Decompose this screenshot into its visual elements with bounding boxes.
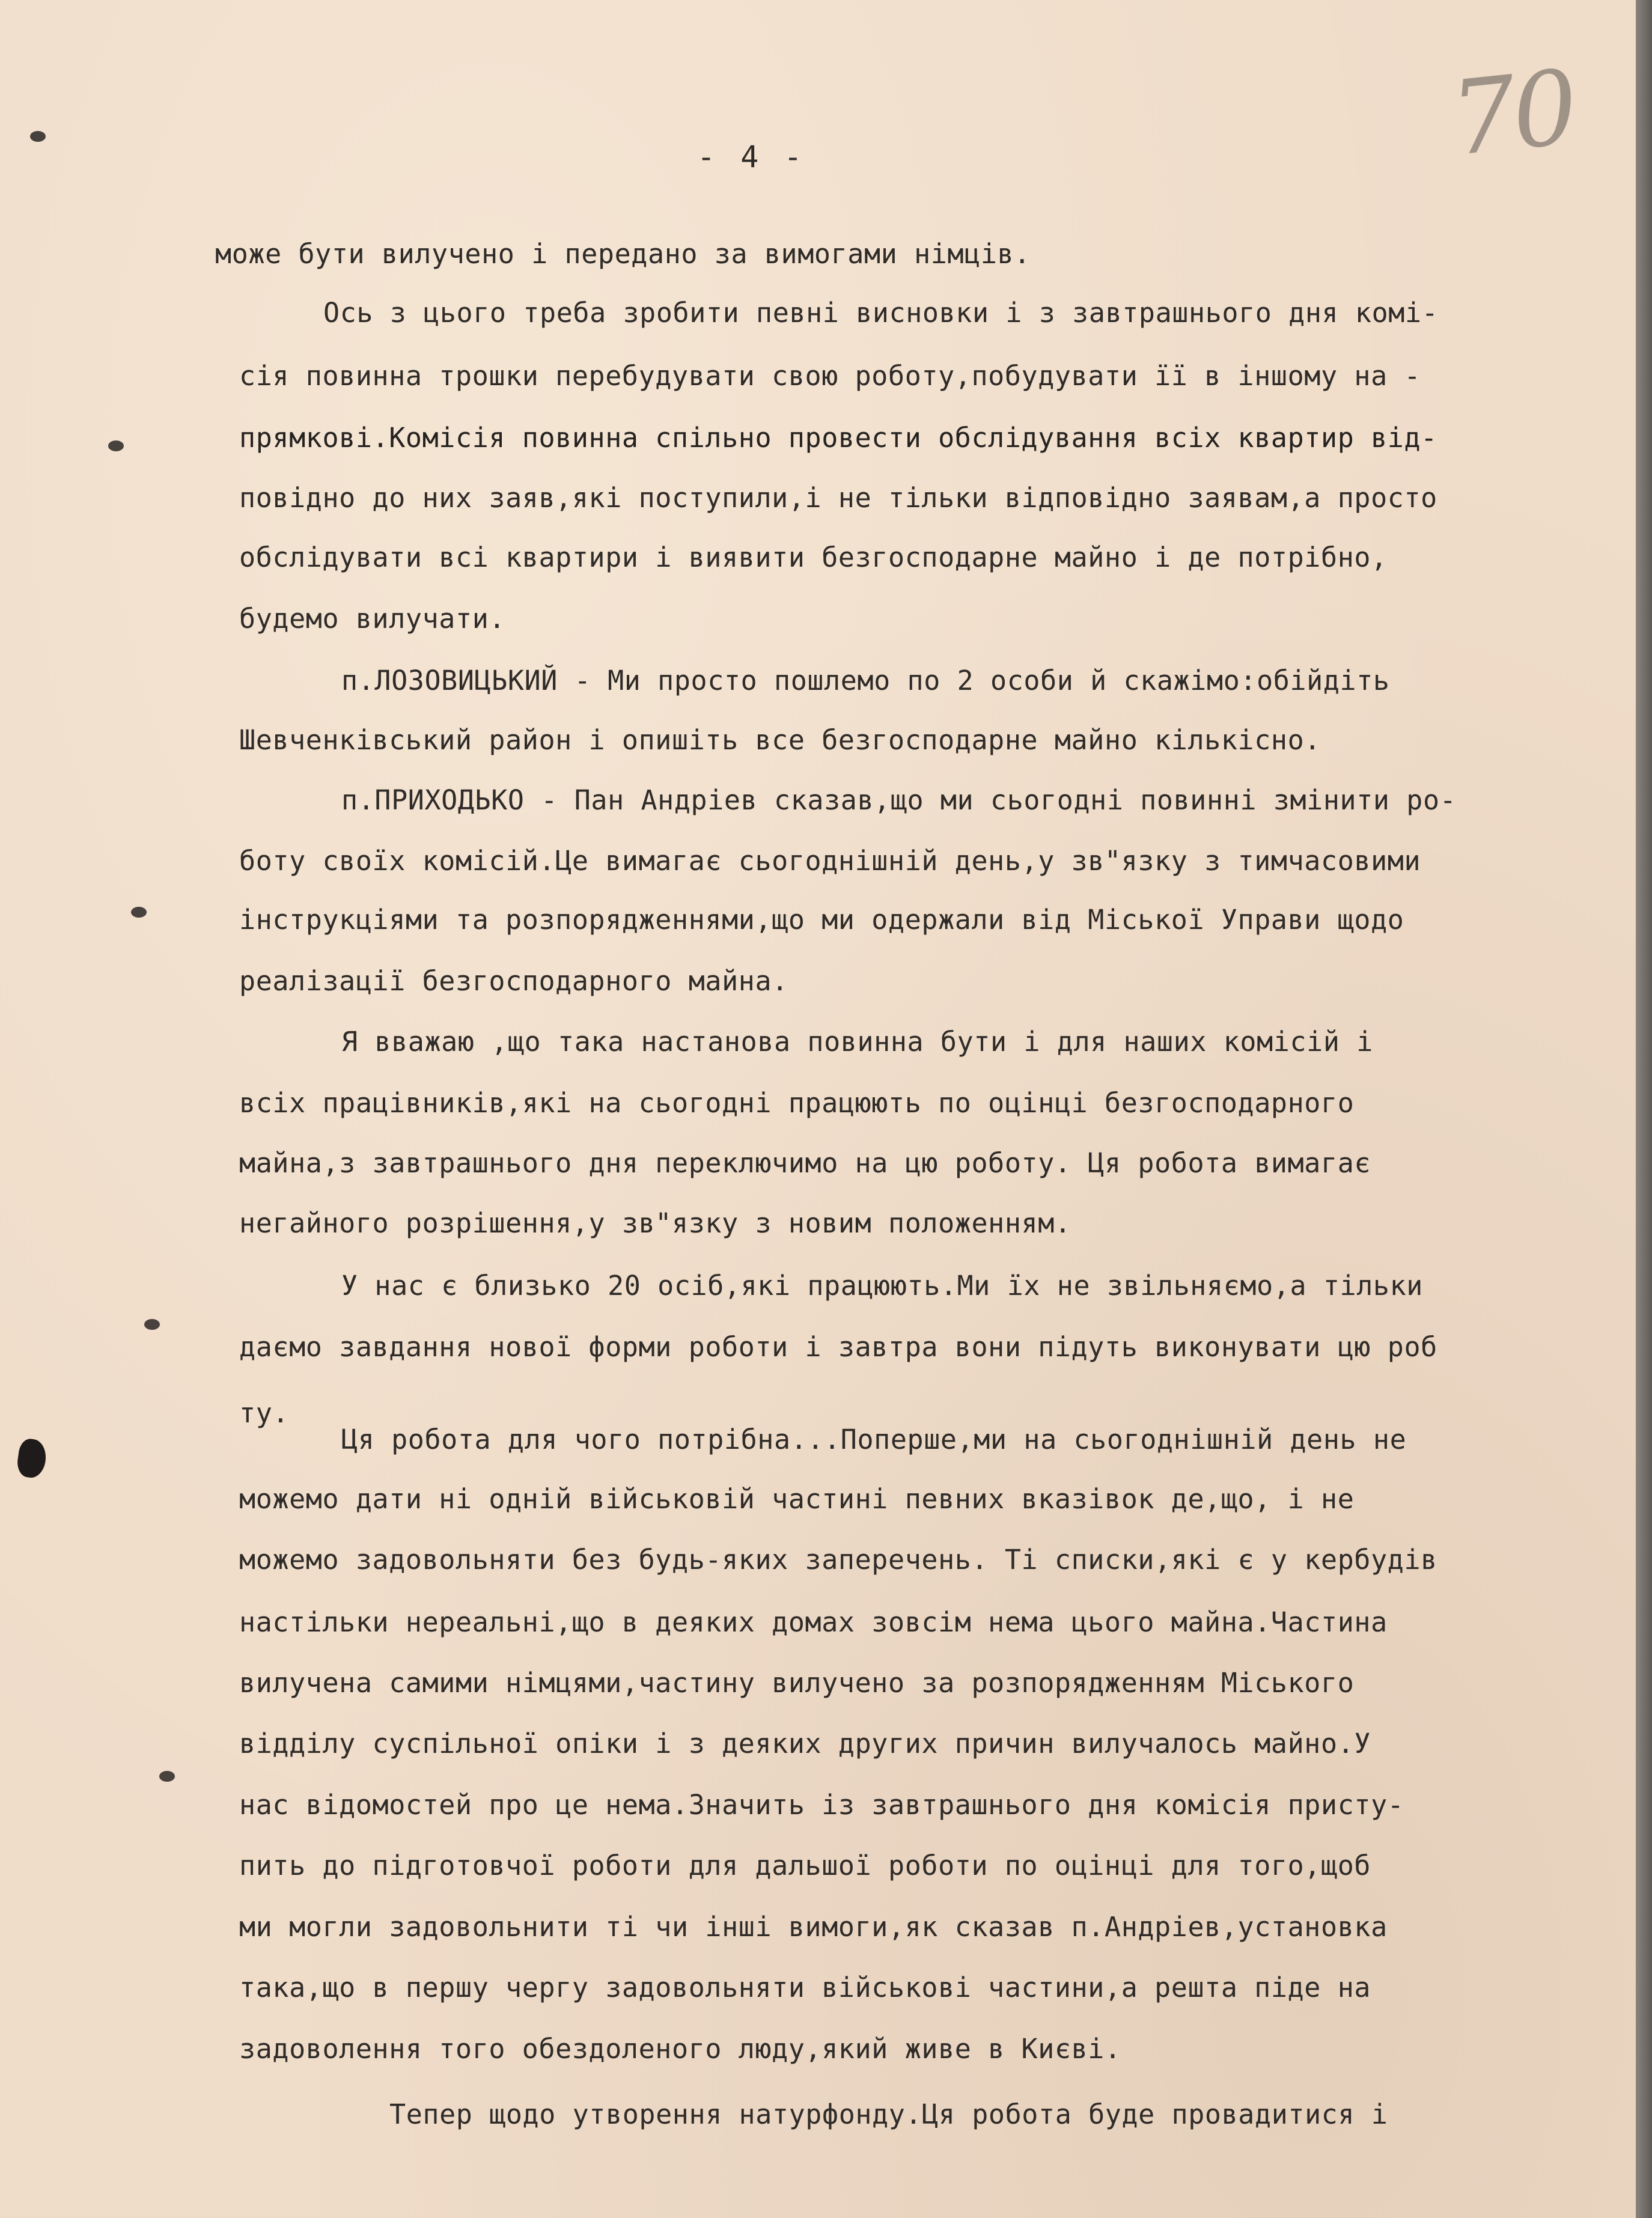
- text-line: пить до підготовчої роботи для дальшої роботи по оцінці для того,щоб: [239, 1850, 1371, 1881]
- text-line: Тепер щодо утворення натурфонду.Ця робота буде провадитися і: [389, 2098, 1388, 2130]
- punch-hole-mark: [159, 1771, 175, 1782]
- text-line: вилучена самими німцями,частину вилучено за розпорядженням Міського: [239, 1667, 1355, 1699]
- text-line: майна,з завтрашнього дня переключимо на цю роботу. Ця робота вимагає: [239, 1147, 1371, 1179]
- text-line: прямкові.Комісія повинна спільно провести обслідування всіх квартир від-: [239, 422, 1437, 454]
- text-line: настільки нереальні,що в деяких домах зовсім нема цього майна.Частина: [239, 1606, 1388, 1638]
- text-line: Ця робота для чого потрібна...Поперше,ми на сьогоднішній день не: [341, 1424, 1407, 1455]
- punch-hole-mark: [144, 1319, 160, 1330]
- text-line: даємо завдання нової форми роботи і завтра вони підуть виконувати цю роб: [239, 1331, 1437, 1363]
- punch-hole-mark: [108, 440, 124, 451]
- text-line: негайного розрішення,у зв"язку з новим положенням.: [239, 1207, 1071, 1239]
- archive-folio-number: 70: [1445, 47, 1580, 180]
- text-line: відділу суспільної опіки і з деяких других причин вилучалось майно.У: [239, 1728, 1371, 1759]
- text-line: всіх працівників,які на сьогодні працюють по оцінці безгосподарного: [239, 1087, 1355, 1119]
- text-line: сія повинна трошки перебудувати свою роботу,побудувати її в іншому на -: [239, 360, 1421, 392]
- text-line: така,що в першу чергу задовольняти військові частини,а решта піде на: [239, 1972, 1371, 2003]
- scan-edge: [1636, 0, 1652, 2218]
- text-line: боту своїх комісій.Це вимагає сьогоднішній день,у зв"язку з тимчасовими: [239, 845, 1421, 877]
- text-line: повідно до них заяв,які поступили,і не тільки відповідно заявам,а просто: [239, 482, 1437, 514]
- speaker-line: п.ЛОЗОВИЦЬКИЙ - Ми просто пошлемо по 2 особи й скажімо:обійдіть: [341, 665, 1390, 696]
- text-line: реалізації безгосподарного майна.: [239, 965, 788, 997]
- text-line: задоволення того обездоленого люду,який живе в Києві.: [239, 2033, 1121, 2065]
- text-line: можемо дати ні одній військовій частині певних вказівок де,що, і не: [239, 1483, 1355, 1515]
- text-line: будемо вилучати.: [239, 603, 506, 635]
- punch-hole-mark: [30, 131, 46, 142]
- text-line: У нас є близько 20 осіб,які працюють.Ми їх не звільняємо,а тільки: [341, 1270, 1423, 1302]
- text-line: Шевченківський район і опишіть все безгосподарне майно кількісно.: [239, 724, 1321, 756]
- punch-hole-mark: [16, 1437, 48, 1479]
- text-line: ту.: [239, 1397, 290, 1429]
- speaker-line: п.ПРИХОДЬКО - Пан Андріев сказав,що ми сьогодні повинні змінити ро-: [341, 784, 1457, 816]
- text-line: можемо задовольняти без будь-яких заперечень. Ті списки,які є у кербудів: [239, 1544, 1437, 1576]
- text-line: Ось з цього треба зробити певні висновки і з завтрашнього дня комі-: [323, 297, 1439, 329]
- text-line: ми могли задовольнити ті чи інші вимоги,як сказав п.Андріев,установка: [239, 1911, 1388, 1943]
- text-line: обслідувати всі квартири і виявити безгосподарне майно і де потрібно,: [239, 541, 1388, 573]
- page-number: - 4 -: [697, 139, 806, 174]
- text-line: Я вважаю ,що така настанова повинна бути і для наших комісій і: [341, 1026, 1373, 1058]
- text-line: нас відомостей про це нема.Значить із завтрашнього дня комісія присту-: [239, 1789, 1404, 1821]
- text-line: може бути вилучено і передано за вимогами німців.: [215, 238, 1031, 270]
- punch-hole-mark: [131, 907, 147, 918]
- text-line: інструкціями та розпорядженнями,що ми одержали від Міської Управи щодо: [239, 904, 1404, 936]
